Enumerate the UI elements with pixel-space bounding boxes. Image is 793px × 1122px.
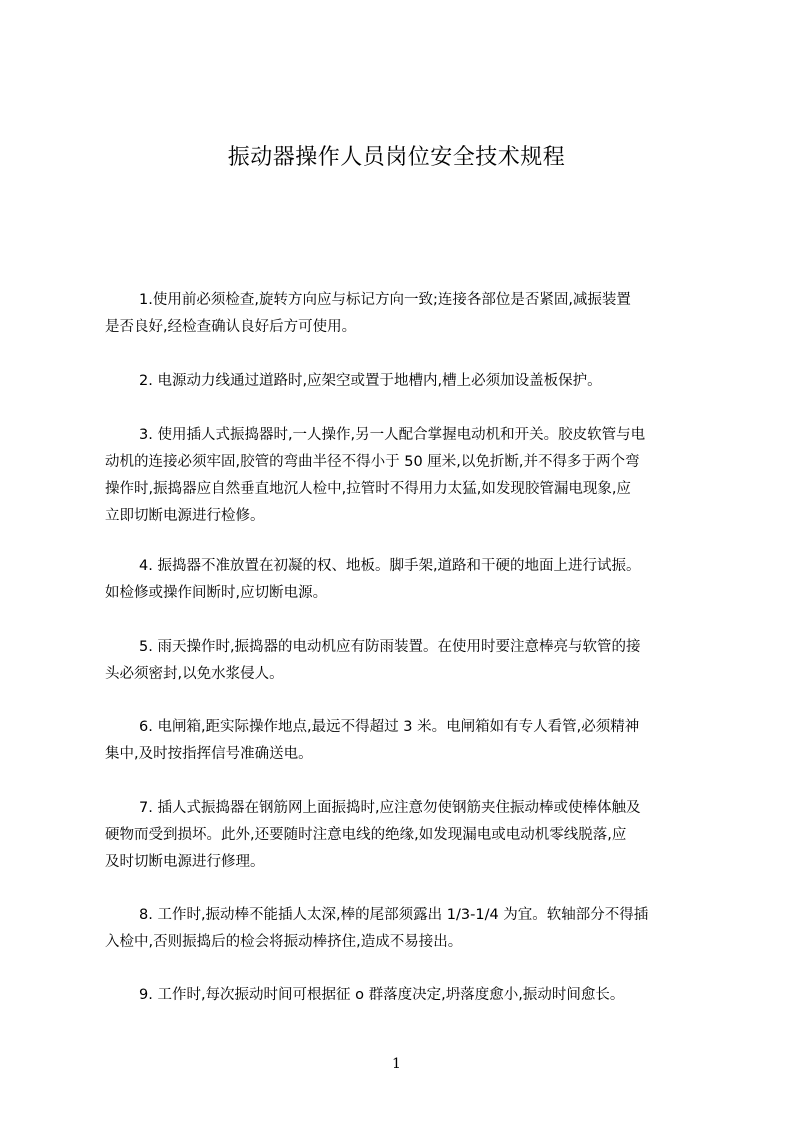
page-number: 1 <box>392 1056 401 1072</box>
paragraph-9 <box>105 982 705 1009</box>
paragraph-line: 操作时,振捣器应自然垂直地沉人检中,拉管时不得用力太猛,如发现胶管漏电现象,应 <box>105 481 631 497</box>
paragraph-line: 动机的连接必须牢固,胶管的弯曲半径不得小于 50 厘米,以免折断,并不得多于两个弯 <box>105 454 640 470</box>
paragraph-line: 及时切断电源进行修理。 <box>105 854 265 870</box>
paragraph-line: 立即切断电源进行检修。 <box>105 508 265 524</box>
paragraph-line: 3. 使用插人式振捣器时,一人操作,另一人配合掌握电动机和开关。胶皮软管与电 <box>139 427 646 443</box>
paragraph-line: 1.使用前必须检查,旋转方向应与标记方向一致;连接各部位是否紧固,减振装置 <box>139 292 631 308</box>
paragraph-line: 如检修或操作间断时,应切断电源。 <box>105 585 328 601</box>
paragraph-7 <box>105 795 705 876</box>
paragraph-line: 集中,及时按指挥信号准确送电。 <box>105 746 313 762</box>
paragraph-line: 5. 雨天操作时,振捣器的电动机应有防雨装置。在使用时要注意棒亮与软管的接 <box>139 639 641 655</box>
paragraph-line: 2. 电源动力线通过道路时,应架空或置于地槽内,槽上必须加设盖板保护。 <box>139 373 602 389</box>
paragraph-line: 9. 工作时,每次振动时间可根据征 o 群落度决定,坍落度愈小,振动时间愈长。 <box>139 987 625 1003</box>
paragraph-5 <box>105 634 705 688</box>
paragraph-6 <box>105 714 705 768</box>
paragraph-line: 8. 工作时,振动棒不能插人太深,棒的尾部须露出 1/3-1/4 为宜。软轴部分不得插 <box>139 907 649 923</box>
paragraph-8 <box>105 902 705 956</box>
paragraph-line: 头必须密封,以免水浆侵人。 <box>105 666 284 682</box>
paragraph-2 <box>105 368 705 395</box>
paragraph-4 <box>105 553 705 607</box>
paragraph-line: 4. 振捣器不准放置在初凝的权、地板。脚手架,道路和干硬的地面上进行试振。 <box>139 558 641 574</box>
paragraph-line: 入检中,否则振捣后的检会将振动棒挤住,造成不易接出。 <box>105 934 463 950</box>
paragraph-line: 是否良好,经检查确认良好后方可使用。 <box>105 319 357 335</box>
paragraph-line: 7. 插人式振捣器在钢筋网上面振捣时,应注意勿使钢筋夹住振动棒或使棒体触及 <box>139 800 641 816</box>
paragraph-line: 6. 电闸箱,距实际操作地点,最远不得超过 3 米。电闸箱如有专人看管,必须精神 <box>139 719 640 735</box>
paragraph-3 <box>105 422 705 530</box>
paragraph-line: 硬物而受到损坏。此外,还要随时注意电线的绝缘,如发现漏电或电动机零线脱落,应 <box>105 827 627 843</box>
paragraph-1 <box>105 287 705 341</box>
document-title: 振动器操作人员岗位安全技术规程 <box>227 145 566 170</box>
